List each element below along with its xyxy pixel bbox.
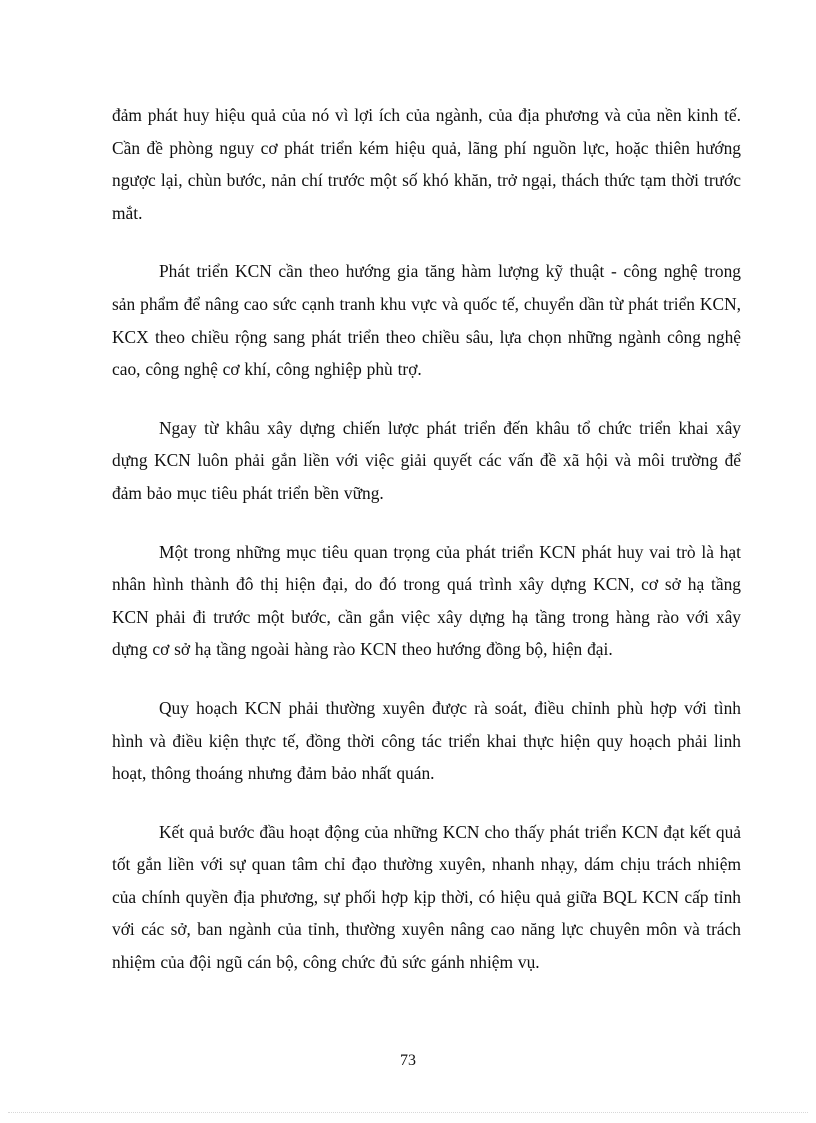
paragraph-social-environment: Ngay từ khâu xây dựng chiến lược phát triển đến khâu tổ chức triển khai xây dựng KCN luôn phải gắn liền với việc giải quyết các vấn đề xã hội và môi trường để đảm bảo mục tiêu phát triển bền vững. — [112, 417, 741, 503]
page-number: 73 — [400, 1052, 416, 1069]
page-bottom-divider — [8, 1112, 808, 1113]
paragraph-results: Kết quả bước đầu hoạt động của những KCN cho thấy phát triển KCN đạt kết quả tốt gắn liền với sự quan tâm chỉ đạo thường xuyên, nhanh nhạy, dám chịu trách nhiệm của chính quyền địa phương, sự phối hợp kịp thời, có hiệu quả giữa BQL KCN cấp tỉnh với các sở, ban ngành của tỉnh, thường xuyên nâng cao năng lực chuyên môn và trách nhiệm của đội ngũ cán bộ, công chức đủ sức gánh nhiệm vụ. — [112, 821, 741, 973]
body-text — [112, 99, 741, 1005]
paragraph-planning: Quy hoạch KCN phải thường xuyên được rà soát, điều chỉnh phù hợp với tình hình và điều kiện thực tế, đồng thời công tác triển khai thực hiện quy hoạch phải linh hoạt, thông thoáng nhưng đảm bảo nhất quán. — [112, 697, 741, 784]
paragraph-infrastructure: Một trong những mục tiêu quan trọng của phát triển KCN phát huy vai trò là hạt nhân hình thành đô thị hiện đại, do đó trong quá trình xây dựng KCN, cơ sở hạ tầng KCN phải đi trước một bước, cần gắn việc xây dựng hạ tầng trong hàng rào với xây dựng cơ sở hạ tầng ngoài hàng rào KCN theo hướng đồng bộ, hiện đại. — [112, 541, 741, 660]
paragraph-technology-direction: Phát triển KCN cần theo hướng gia tăng hàm lượng kỹ thuật - công nghệ trong sản phẩm để nâng cao sức cạnh tranh khu vực và quốc tế, chuyển dần từ phát triển KCN, KCX theo chiều rộng sang phát triển theo chiều sâu, lựa chọn những ngành công nghệ cao, công nghệ cơ khí, công nghiệp phù trợ. — [112, 261, 741, 380]
paragraph-continuation: đảm phát huy hiệu quả của nó vì lợi ích của ngành, của địa phương và của nền kinh tế. Cần đề phòng nguy cơ phát triển kém hiệu quả, lãng phí nguồn lực, hoặc thiên hướng ngược lại, chùn bước, nản chí trước một số khó khăn, trở ngại, thách thức tạm thời trước mắt. — [112, 105, 741, 223]
